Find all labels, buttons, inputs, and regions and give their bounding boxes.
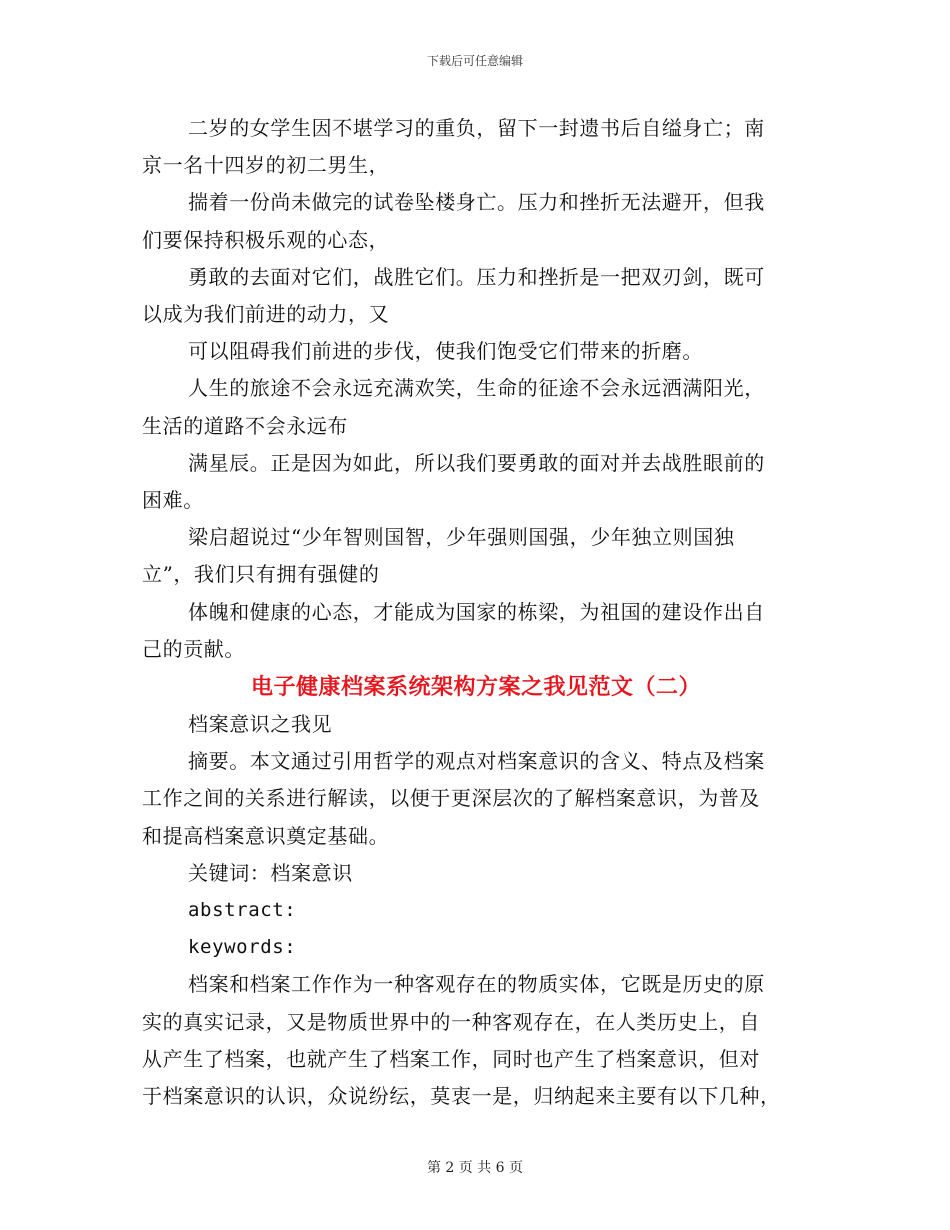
text-line: 和提高档案意识奠定基础。 bbox=[142, 823, 390, 848]
page-footer: 第 2 页 共 6 页 bbox=[426, 1160, 524, 1176]
text-line: 可以阻碍我们前进的步伐，使我们饱受它们带来的折磨。 bbox=[188, 339, 703, 364]
text-line: 人生的旅途不会永远充满欢笑，生命的征途不会永远洒满阳光， bbox=[188, 376, 765, 401]
text-line: 们要保持积极乐观的心态， bbox=[142, 227, 390, 252]
text-line: abstract: bbox=[188, 899, 297, 922]
text-line: 实的真实记录，又是物质世界中的一种客观存在，在人类历史上，自 bbox=[142, 1009, 760, 1034]
text-line: 满星辰。正是因为如此，所以我们要勇敢的面对并去战胜眼前的 bbox=[188, 450, 765, 475]
text-line: 体魄和健康的心态，才能成为国家的栋梁，为祖国的建设作出自 bbox=[188, 599, 765, 624]
text-line: 己的贡献。 bbox=[142, 636, 245, 661]
text-line: 档案意识之我见 bbox=[188, 712, 333, 737]
section-title: 电子健康档案系统架构方案之我见范文（二） bbox=[250, 674, 701, 701]
text-line: 摘要。本文通过引用哲学的观点对档案意识的含义、特点及档案 bbox=[188, 749, 765, 774]
page-header: 下载后可任意编辑 bbox=[426, 54, 523, 68]
article-paragraphs bbox=[142, 706, 810, 1115]
essay-paragraphs bbox=[142, 110, 810, 668]
text-line: 立”，我们只有拥有强健的 bbox=[142, 562, 380, 587]
text-line: 工作之间的关系进行解读，以便于更深层次的了解档案意识，为普及 bbox=[142, 786, 760, 811]
text-line: 京一名十四岁的初二男生， bbox=[142, 153, 390, 178]
text-line: 从产生了档案，也就产生了档案工作，同时也产生了档案意识，但对 bbox=[142, 1046, 760, 1071]
text-line: keywords: bbox=[188, 936, 297, 959]
text-line: 生活的道路不会永远布 bbox=[142, 413, 348, 438]
text-line: 档案和档案工作作为一种客观存在的物质实体，它既是历史的原 bbox=[188, 972, 765, 997]
text-line: 于档案意识的认识，众说纷纭，莫衷一是，归纳起来主要有以下几种， bbox=[142, 1084, 781, 1109]
text-line: 困难。 bbox=[142, 488, 204, 513]
text-line: 揣着一份尚未做完的试卷坠楼身亡。压力和挫折无法避开，但我 bbox=[188, 190, 765, 215]
text-line: 关键词：档案意识 bbox=[188, 860, 353, 885]
text-line: 梁启超说过“少年智则国智，少年强则国强，少年独立则国独 bbox=[188, 525, 735, 550]
text-line: 以成为我们前进的动力，又 bbox=[142, 302, 390, 327]
document-body bbox=[142, 110, 810, 1115]
text-line: 勇敢的去面对它们，战胜它们。压力和挫折是一把双刃剑，既可 bbox=[188, 264, 765, 289]
text-line: 二岁的女学生因不堪学习的重负，留下一封遗书后自缢身亡；南 bbox=[188, 116, 765, 140]
